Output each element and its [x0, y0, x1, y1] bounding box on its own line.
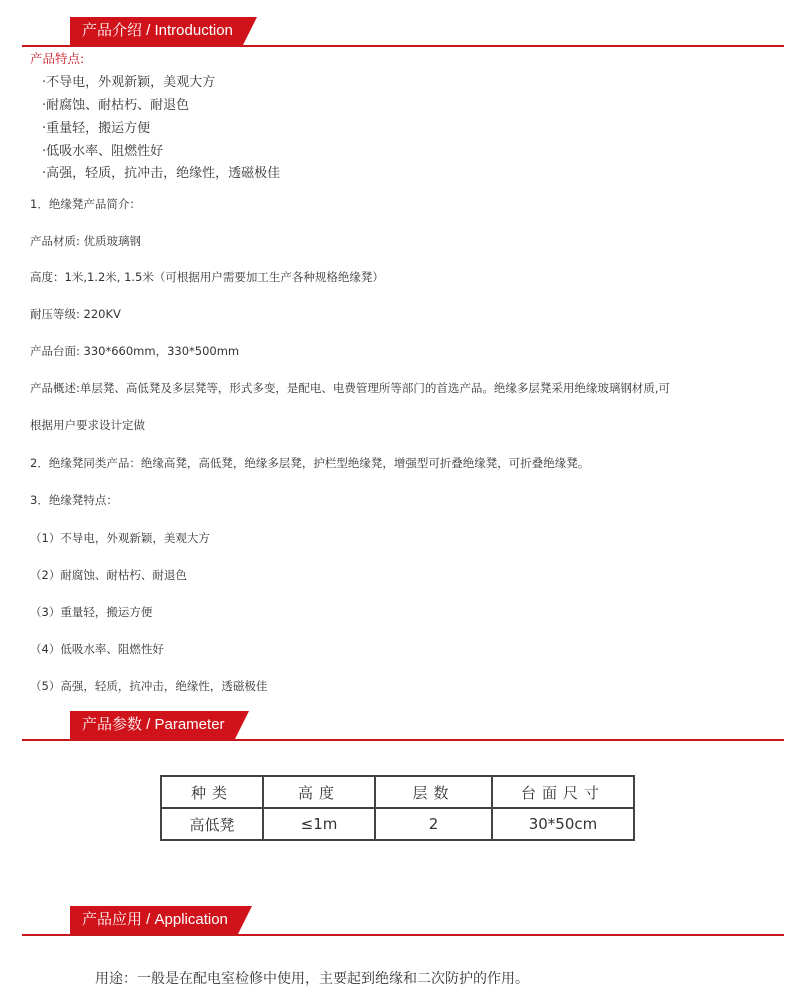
feature-item: ·重量轻，搬运方便 [42, 121, 151, 136]
voltage-text: 耐压等级: 220KV [30, 307, 121, 321]
feature-item: ·低吸水率、阻燃性好 [42, 144, 164, 159]
column-header: 高度 [263, 776, 375, 808]
introduction-header [22, 17, 784, 47]
feature-item: ·高强，轻质，抗冲击，绝缘性，透磁极佳 [42, 166, 281, 181]
usage-text: 用途：一般是在配电室检修中使用，主要起到绝缘和二次防护的作用。 [95, 971, 529, 987]
height-text: 高度：1米,1.2米, 1.5米（可根据用户需要加工生产各种规格绝缘凳） [30, 270, 384, 284]
overview-text-cont: 根据用户要求设计定做 [30, 418, 145, 432]
feature-point: （2）耐腐蚀、耐枯朽、耐退色 [30, 568, 187, 582]
feature-point: （5）高强，轻质，抗冲击，绝缘性，透磁极佳 [30, 679, 268, 693]
feature-item: ·不导电，外观新颖，美观大方 [42, 75, 216, 90]
table-header-row [161, 776, 634, 808]
material-text: 产品材质: 优质玻璃钢 [30, 234, 142, 248]
feature-point: （4）低吸水率、阻燃性好 [30, 642, 164, 656]
application-title: 产品应用 / Application [70, 906, 238, 934]
column-header: 种类 [161, 776, 263, 808]
table-cell: 30*50cm [492, 808, 634, 840]
intro-heading: 1．绝缘凳产品简介： [30, 197, 141, 211]
application-header [22, 906, 784, 936]
table-cell: 高低凳 [161, 808, 263, 840]
table-cell: ≤1m [263, 808, 375, 840]
feature-item: ·耐腐蚀、耐枯朽、耐退色 [42, 98, 190, 113]
feature-point: （3）重量轻，搬运方便 [30, 605, 153, 619]
table-cell: 2 [375, 808, 492, 840]
similar-products-text: 2．绝缘凳同类产品：绝缘高凳，高低凳，绝缘多层凳，护栏型绝缘凳，增强型可折叠绝缘凳，可折叠绝缘凳。 [30, 456, 590, 470]
table-row [161, 808, 634, 840]
parameter-title: 产品参数 / Parameter [70, 711, 235, 739]
parameter-header [22, 711, 784, 741]
introduction-title: 产品介绍 / Introduction [70, 17, 243, 45]
feature-point: （1）不导电，外观新颖，美观大方 [30, 531, 210, 545]
column-header: 台面尺寸 [492, 776, 634, 808]
surface-text: 产品台面: 330*660mm，330*500mm [30, 344, 240, 358]
overview-text: 产品概述:单层凳、高低凳及多层凳等，形式多变，是配电、电费管理所等部门的首选产品。绝缘多层凳采用绝缘玻璃钢材质,可 [30, 381, 671, 395]
features-heading: 3．绝缘凳特点： [30, 493, 118, 507]
parameter-table [160, 775, 635, 841]
column-header: 层数 [375, 776, 492, 808]
features-title: 产品特点: [30, 51, 85, 66]
